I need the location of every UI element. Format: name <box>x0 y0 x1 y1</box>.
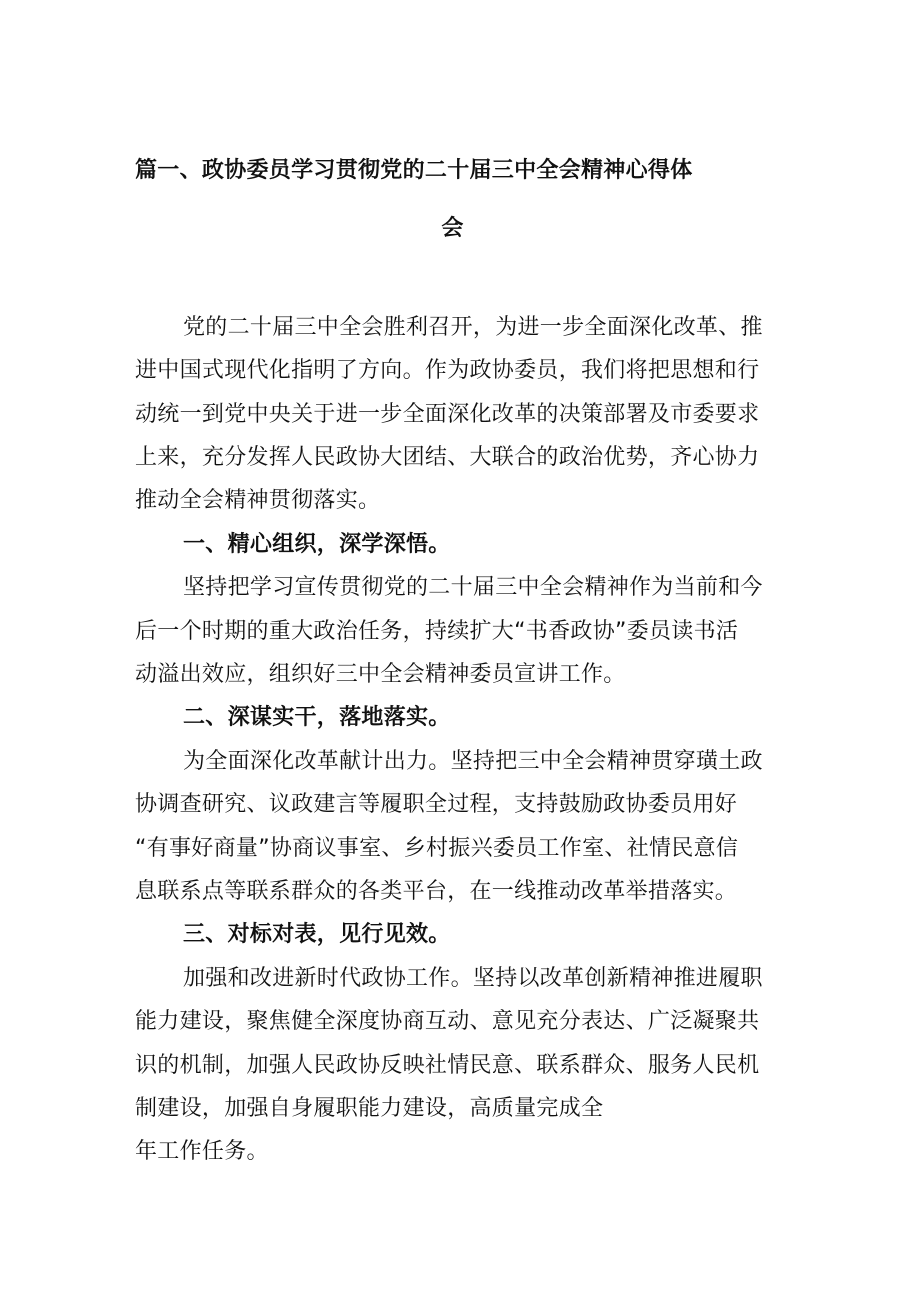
paragraph-line: 后一个时期的重大政治任务，持续扩大“书香政协”委员读书活 <box>135 619 739 644</box>
paragraph-line: 上来，充分发挥人民政协大团结、大联合的政治优势，齐心协力 <box>135 445 760 470</box>
paragraph-line: 协调查研究、议政建言等履职全过程，支持鼓励政协委员用好 <box>135 792 738 817</box>
paragraph-line: 坚持把学习宣传贯彻党的二十届三中全会精神作为当前和今 <box>183 575 763 600</box>
paragraph-line: 动统一到党中央关于进一步全面深化改革的决策部署及市委要求 <box>135 402 760 427</box>
section-heading-1: 一、精心组织，深学深悟。 <box>183 532 451 557</box>
paragraph-line: 加强和改进新时代政协工作。坚持以改革创新精神推进履职 <box>183 966 763 991</box>
paragraph-line: 识的机制，加强人民政协反映社情民意、联系群众、服务人民机 <box>135 1053 760 1078</box>
document-title-line-1: 篇一、政协委员学习贯彻党的二十届三中全会精神心得体 <box>135 158 693 183</box>
paragraph-line: 动溢出效应，组织好三中全会精神委员宣讲工作。 <box>135 662 626 687</box>
paragraph-line: 党的二十届三中全会胜利召开，为进一步全面深化改革、推 <box>183 315 763 340</box>
section-heading-2: 二、深谋实干，落地落实。 <box>183 705 451 730</box>
paragraph-line: “有事好商量”协商议事室、乡村振兴委员工作室、社情民意信 <box>135 836 739 861</box>
paragraph-line: 能力建设，聚焦健全深度协商互动、意见充分表达、广泛凝聚共 <box>135 1009 760 1034</box>
paragraph-line: 进中国式现代化指明了方向。作为政协委员，我们将把思想和行 <box>135 358 760 383</box>
paragraph-line: 为全面深化改革献计出力。坚持把三中全会精神贯穿璜土政 <box>183 749 763 774</box>
section-heading-3: 三、对标对表，见行见效。 <box>183 922 451 947</box>
paragraph-line: 推动全会精神贯彻落实。 <box>135 488 381 513</box>
paragraph-line: 息联系点等联系群众的各类平台，在一线推动改革举措落实。 <box>135 879 738 904</box>
paragraph-line: 年工作任务。 <box>135 1139 269 1164</box>
document-title-line-2: 会 <box>441 216 464 241</box>
paragraph-line: 制建设，加强自身履职能力建设，高质量完成全 <box>135 1096 604 1121</box>
